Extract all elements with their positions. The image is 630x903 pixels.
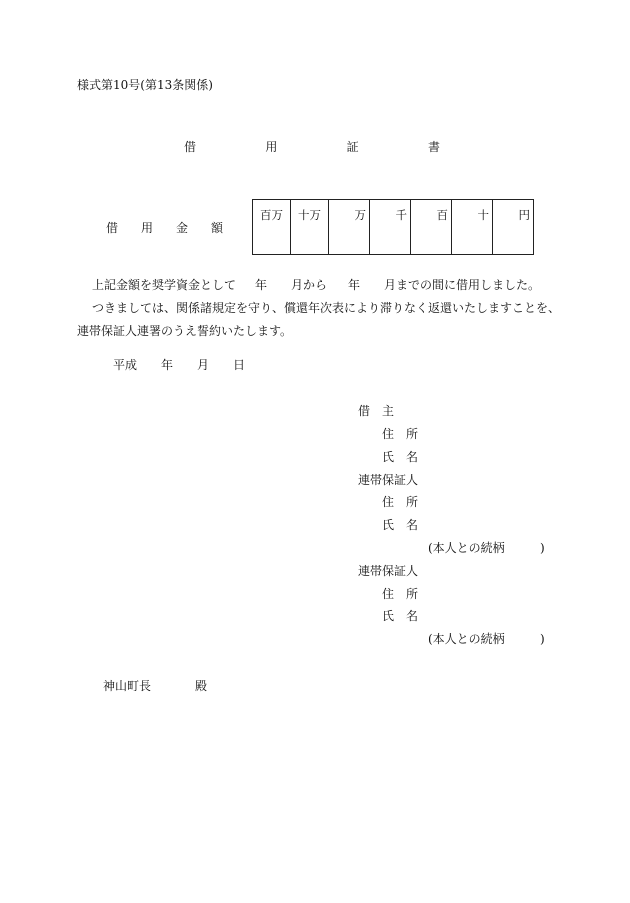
body-line-1c: 月から bbox=[291, 278, 328, 292]
amount-cell-yen[interactable] bbox=[493, 200, 534, 255]
guarantor-2-name-label: 氏 名 bbox=[382, 609, 419, 623]
body-line-3: 連帯保証人連署のうえ誓約いたします。 bbox=[77, 324, 293, 338]
body-line-1e: 月までの間に借用しました。 bbox=[384, 278, 541, 292]
guarantor-1-relation-open: (本人との続柄 bbox=[428, 541, 505, 555]
guarantor-1-name-label: 氏 名 bbox=[382, 518, 419, 532]
amount-label-char: 借 bbox=[106, 221, 119, 235]
title-char: 用 bbox=[265, 140, 278, 154]
form-number: 様式第10号(第13条関係) bbox=[77, 78, 213, 92]
guarantor-1-address-label: 住 所 bbox=[382, 495, 419, 509]
addressee-name: 神山町長 bbox=[103, 679, 152, 693]
borrower-label: 借 主 bbox=[358, 404, 395, 418]
amount-cell-hundred-thousands[interactable] bbox=[291, 200, 329, 255]
guarantor-1-label: 連帯保証人 bbox=[358, 473, 419, 487]
unit-label: 十万 bbox=[298, 208, 321, 222]
amount-cell-ten-thousands[interactable] bbox=[329, 200, 370, 255]
addressee-honorific: 殿 bbox=[195, 679, 208, 693]
guarantor-1-relation-close: ) bbox=[540, 541, 545, 555]
date-year: 年 bbox=[161, 358, 174, 372]
unit-label: 千 bbox=[395, 208, 407, 222]
amount-table bbox=[252, 199, 534, 255]
amount-cell-millions[interactable] bbox=[253, 200, 291, 255]
borrower-name-label: 氏 名 bbox=[382, 450, 419, 464]
body-line-1a: 上記金額を奨学資金として bbox=[92, 278, 237, 292]
document-title bbox=[184, 140, 440, 154]
guarantor-2-relation-close: ) bbox=[540, 632, 545, 646]
amount-cell-hundreds[interactable] bbox=[411, 200, 452, 255]
body-line-1d: 年 bbox=[348, 278, 361, 292]
date-month: 月 bbox=[197, 358, 210, 372]
body-line-2: つきましては、関係諸規定を守り、償還年次表により滞りなく返還いたしますことを、 bbox=[92, 301, 561, 315]
unit-label: 十 bbox=[477, 208, 489, 222]
unit-label: 百 bbox=[436, 208, 448, 222]
borrower-address-label: 住 所 bbox=[382, 427, 419, 441]
amount-label-char: 額 bbox=[210, 221, 223, 235]
unit-label: 万 bbox=[354, 208, 366, 222]
amount-label-char: 金 bbox=[175, 221, 188, 235]
guarantor-2-relation-open: (本人との続柄 bbox=[428, 632, 505, 646]
amount-label bbox=[106, 221, 223, 235]
date-day: 日 bbox=[233, 358, 246, 372]
title-char: 書 bbox=[427, 140, 440, 154]
amount-cell-thousands[interactable] bbox=[370, 200, 411, 255]
title-char: 借 bbox=[184, 140, 197, 154]
guarantor-2-label: 連帯保証人 bbox=[358, 564, 419, 578]
guarantor-2-address-label: 住 所 bbox=[382, 587, 419, 601]
date-era: 平成 bbox=[113, 358, 138, 372]
amount-cell-tens[interactable] bbox=[452, 200, 493, 255]
amount-label-char: 用 bbox=[140, 221, 153, 235]
unit-label: 円 bbox=[518, 208, 530, 222]
body-line-1b: 年 bbox=[255, 278, 268, 292]
title-char: 証 bbox=[346, 140, 359, 154]
unit-label: 百万 bbox=[260, 208, 283, 222]
